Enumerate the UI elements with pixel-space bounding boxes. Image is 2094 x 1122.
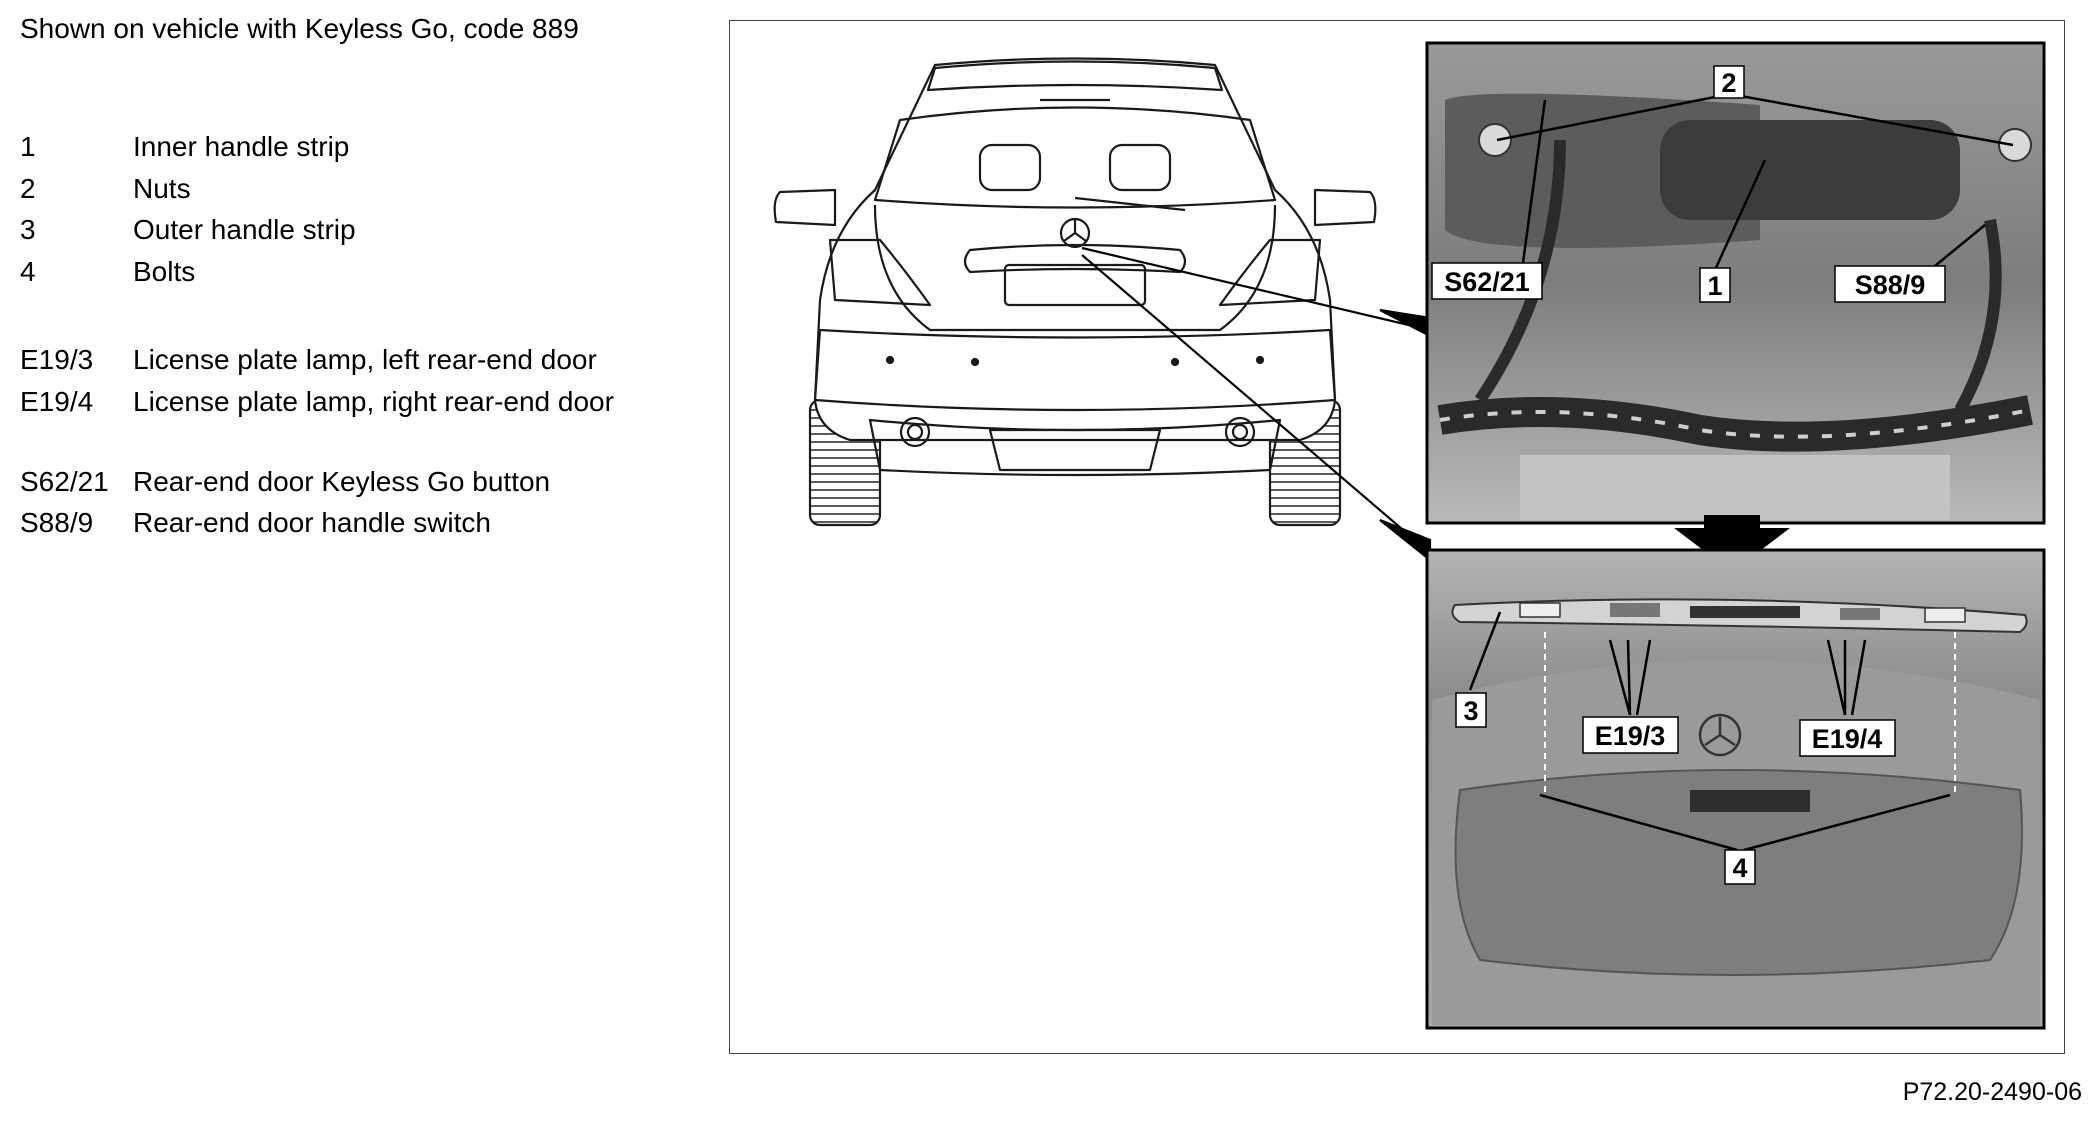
callout-1: 1 — [1707, 271, 1723, 301]
legend-key: 3 — [20, 214, 36, 245]
legend-text: License plate lamp, right rear-end door — [133, 386, 614, 417]
legend-key: 1 — [20, 131, 36, 162]
upper-detail-photo — [1427, 43, 2044, 523]
callout-4: 4 — [1732, 853, 1748, 883]
legend-key: S88/9 — [20, 507, 94, 538]
legend-text: Bolts — [133, 256, 196, 287]
callout-e19-4: E19/4 — [1811, 724, 1883, 754]
callout-2: 2 — [1721, 68, 1737, 98]
legend-text: Nuts — [133, 173, 191, 204]
legend-key: E19/4 — [20, 386, 94, 417]
callout-s62-21: S62/21 — [1444, 267, 1530, 297]
callout-3: 3 — [1463, 696, 1479, 726]
legend-text: Rear-end door handle switch — [133, 507, 491, 538]
caption: Shown on vehicle with Keyless Go, code 889 — [20, 13, 579, 44]
lower-detail-photo — [1427, 550, 2044, 1028]
callout-e19-3: E19/3 — [1594, 721, 1666, 751]
legend-text: Outer handle strip — [133, 214, 356, 245]
legend-text: Rear-end door Keyless Go button — [133, 466, 551, 497]
legend-key: E19/3 — [20, 344, 94, 375]
callout-s88-9: S88/9 — [1854, 270, 1926, 300]
vehicle-rear-drawing — [775, 59, 1376, 526]
legend-text: License plate lamp, left rear-end door — [133, 344, 597, 375]
legend-key: S62/21 — [20, 466, 109, 497]
document-number: P72.20-2490-06 — [1902, 1078, 2082, 1106]
legend-key: 2 — [20, 173, 36, 204]
legend-key: 4 — [20, 256, 36, 287]
legend-text: Inner handle strip — [133, 131, 350, 162]
